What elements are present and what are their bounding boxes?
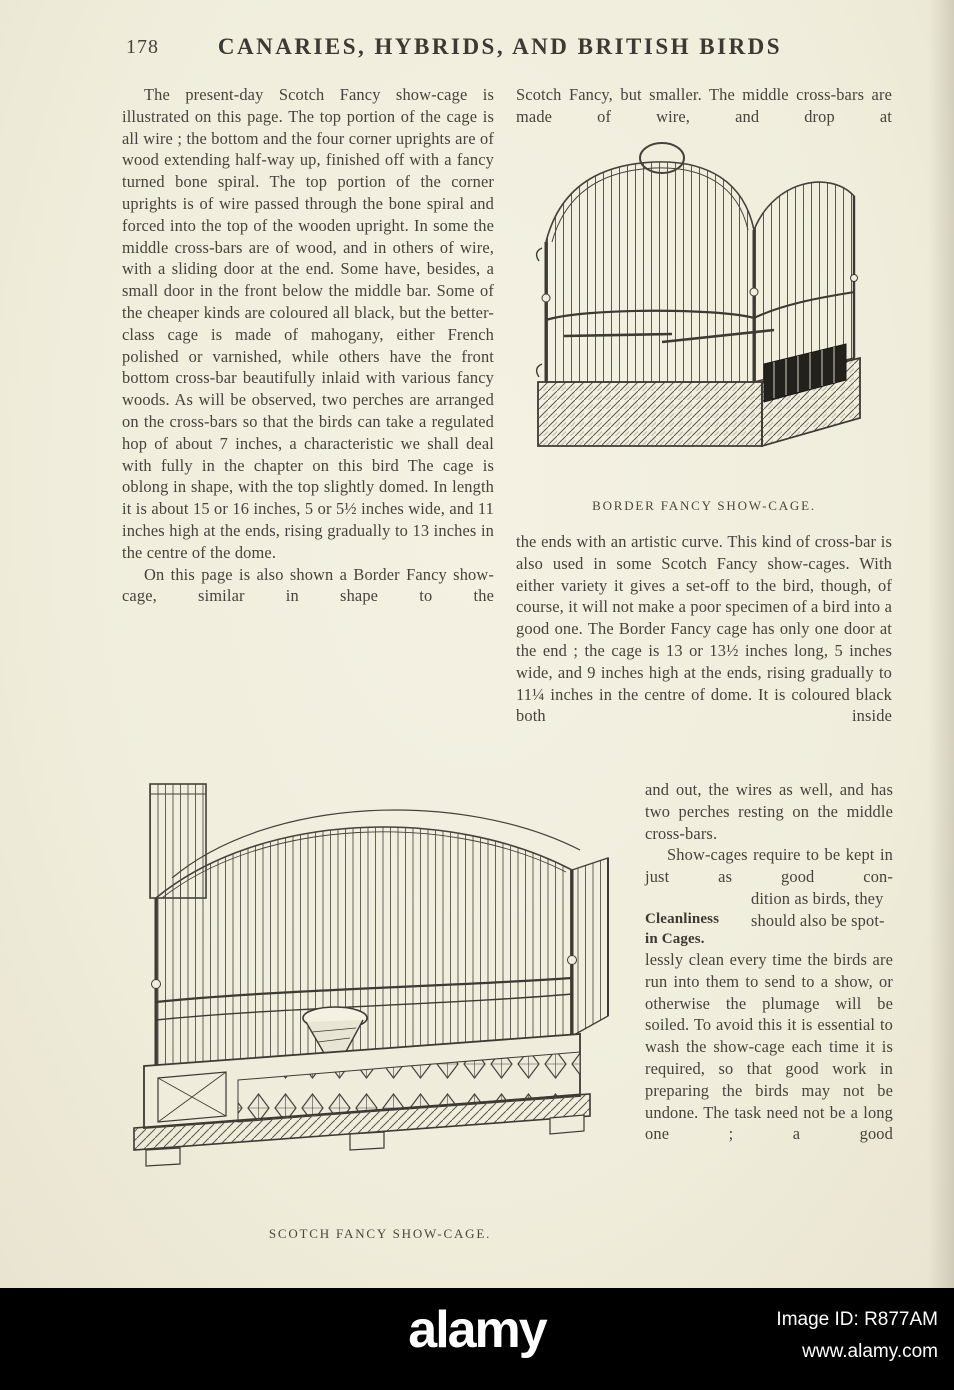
border-fancy-cage-drawing <box>512 130 892 492</box>
right-column-narrow <box>645 779 893 1145</box>
shoulder-note-line: Cleanliness <box>645 910 720 927</box>
alamy-url-label: www.alamy.com <box>802 1341 938 1362</box>
border-cage-caption: BORDER FANCY SHOW-CAGE. <box>592 498 816 513</box>
body-paragraph: Show-cages require to be kept in just as good con- <box>645 845 893 887</box>
body-paragraph: Scotch Fancy, but smaller. The middle cross-bars are made of wire, and drop at <box>516 85 892 126</box>
watermark-meta <box>776 1304 938 1368</box>
page-edge-shadow <box>928 0 954 1288</box>
shoulder-note-row <box>645 888 893 949</box>
body-paragraph: On this page is also shown a Border Fancy show-cage, similar in shape to the <box>122 564 494 606</box>
body-paragraph: the ends with an artistic curve. This kind of cross-bar is also used in some Scotch Fancy show-cages. With either variety it gives a set-off to the bird, though, of course, it will not make a poor specimen of a bird into a good one. The Border Fancy cage has only one door at the end ; the cage is 13 or 13½ inches long, 5 inches wide, and 9 inches high at the ends, rising gradually to 11¼ inches in the centre of dome. It is coloured black both inside <box>516 532 892 726</box>
scotch-cage-caption: SCOTCH FANCY SHOW-CAGE. <box>268 1226 492 1241</box>
alamy-logo: alamy <box>408 1301 546 1359</box>
left-column <box>122 84 494 607</box>
body-paragraph: lessly clean every time the birds are run into them to send to a show, or otherwise the plumage will be soiled. To avoid this it is essential to wash the show-cage each time it is required, so that good work in preparing the birds may not be undone. The task need not be a long one ; a good <box>645 949 893 1144</box>
scotch-fancy-cage-drawing <box>110 778 632 1220</box>
scotch-fancy-cage-illustration <box>110 778 632 1220</box>
right-column-top <box>516 84 892 128</box>
page-title: CANARIES, HYBRIDS, AND BRITISH BIRDS <box>217 34 783 59</box>
page-number: 178 <box>126 36 159 58</box>
right-column-middle <box>516 531 892 727</box>
image-id-label: Image ID: R877AM <box>776 1309 938 1330</box>
body-paragraph: and out, the wires as well, and has two perches resting on the middle cross-bars. <box>645 780 893 843</box>
shoulder-note <box>645 888 751 949</box>
alamy-watermark-bar <box>0 1288 954 1390</box>
border-fancy-cage-illustration <box>512 130 892 492</box>
body-paragraph: dition as birds, they should also be spot- <box>751 888 885 930</box>
shoulder-note-line: in Cages. <box>645 930 705 947</box>
body-paragraph: The present-day Scotch Fancy show-cage is illustrated on this page. The top portion of the cage is all wire ; the bottom and the four corner uprights are of wood extending half-way up, finished off with a fancy turned bone spiral. The top portion of the corner uprights is of wire passed through the bone spiral and forced into the top of the wooden upright. In some the middle cross-bars are of wood, and in others of wire, with a sliding door at the end. Some have, besides, a small door in the front below the middle bar. Some of the cheaper kinds are coloured all black, but the better-class cage is made of mahogany, either French polished or varnished, while others have the front bottom cross-bar beautifully inlaid with various fancy woods. As will be observed, two perches are arranged on the cross-bars so that the birds can take a regulated hop of about 7 inches, a characteristic we shall deal with fully in the chapter on this bird The cage is oblong in shape, with the top slightly domed. In length it is about 15 or 16 inches, 5 or 5½ inches wide, and 11 inches high at the ends, rising gradually to 13 inches in the centre of the dome. <box>122 85 494 562</box>
